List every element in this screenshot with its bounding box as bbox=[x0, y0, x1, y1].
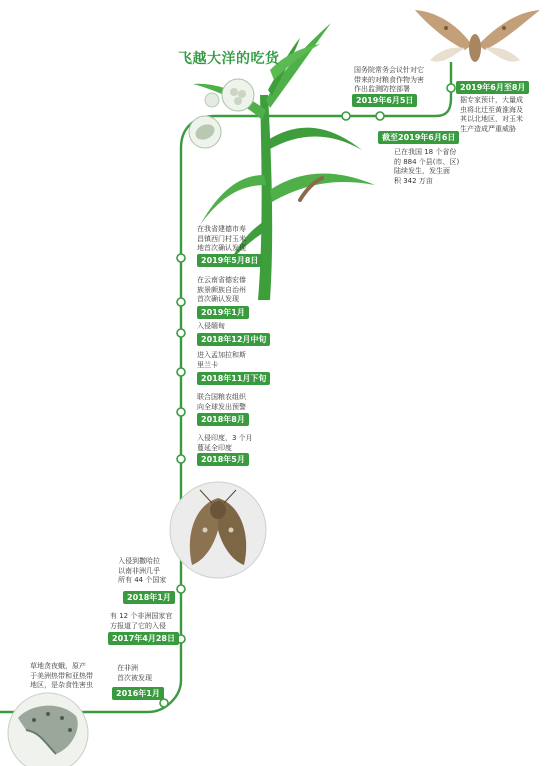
flying-moth-image bbox=[415, 10, 540, 62]
egg-mass-image bbox=[205, 79, 254, 111]
event-date-2019-06-05: 2019年6月5日 bbox=[352, 94, 417, 107]
node-2018-01 bbox=[177, 585, 185, 593]
event-text-2019-01: 在云南省德宏傣 族景颇族自治州 首次确认发现 bbox=[197, 276, 246, 303]
event-date-2016-01: 2016年1月 bbox=[112, 687, 164, 700]
event-text-2018-01: 入侵到撒哈拉 以南非洲几乎 所有 44 个国家 bbox=[118, 557, 167, 584]
event-date-2018-12: 2018年12月中旬 bbox=[197, 333, 270, 346]
event-text-2019-05: 在我省建德市寿 昌镇西门村玉米 地首次确认发现 bbox=[197, 225, 246, 252]
event-date-2019-06-06: 截至2019年6月6日 bbox=[378, 131, 459, 144]
event-text-2018-05: 入侵印度，3 个月 蔓延全印度 bbox=[197, 434, 253, 452]
event-text-2018-11: 进入孟加拉和斯 里兰卡 bbox=[197, 351, 246, 369]
event-text-2017-04: 有 12 个非洲国家官 方报道了它的入侵 bbox=[110, 612, 173, 630]
node-2019-05 bbox=[177, 254, 185, 262]
event-date-2019-01: 2019年1月 bbox=[197, 306, 249, 319]
event-date-2019-05: 2019年5月8日 bbox=[197, 254, 262, 267]
event-date-2018-01: 2018年1月 bbox=[123, 591, 175, 604]
node-2018-11 bbox=[177, 368, 185, 376]
event-text-2019-06-05: 国务院常务会议针对它 带来的对粮食作物为害 作出监测防控部署 bbox=[354, 66, 424, 93]
origin-text: 草地贪夜蛾，原产 于美洲热带和亚热带 地区，是杂食性害虫 bbox=[30, 662, 93, 689]
event-date-2018-08: 2018年8月 bbox=[197, 413, 249, 426]
node-2019-06-08 bbox=[447, 84, 455, 92]
node-2019-06-05 bbox=[342, 112, 350, 120]
node-2019-06-06 bbox=[376, 112, 384, 120]
pupa-image bbox=[189, 116, 221, 148]
event-text-2018-12: 入侵缅甸 bbox=[197, 322, 225, 330]
event-text-2018-08: 联合国粮农组织 向全球发出预警 bbox=[197, 393, 246, 411]
node-2018-05 bbox=[177, 455, 185, 463]
event-date-2019-06-08: 2019年6月至8月 bbox=[456, 81, 529, 94]
event-text-2019-06-06: 已在我国 18 个省份 的 884 个县(市、区) 陆续发生，发生面 积 342 万亩 bbox=[394, 148, 460, 185]
node-2018-08 bbox=[177, 408, 185, 416]
moth-closeup-image bbox=[170, 482, 266, 578]
larva-image bbox=[8, 693, 88, 766]
page-title: 飞越大洋的吃货 bbox=[178, 51, 280, 67]
event-date-2018-11: 2018年11月下旬 bbox=[197, 372, 270, 385]
node-2019-01 bbox=[177, 298, 185, 306]
event-date-2018-05: 2018年5月 bbox=[197, 453, 249, 466]
event-text-2019-06-08: 据专家预计，大量成 虫将北迁至黄淮海及 其以北地区，对玉米 生产造成严重威胁 bbox=[460, 96, 523, 133]
timeline-line bbox=[0, 62, 451, 712]
event-date-2017-04: 2017年4月28日 bbox=[108, 632, 179, 645]
node-2018-12 bbox=[177, 329, 185, 337]
node-2016-01 bbox=[160, 699, 168, 707]
event-text-2016-01: 在非洲 首次被发现 bbox=[117, 664, 152, 682]
